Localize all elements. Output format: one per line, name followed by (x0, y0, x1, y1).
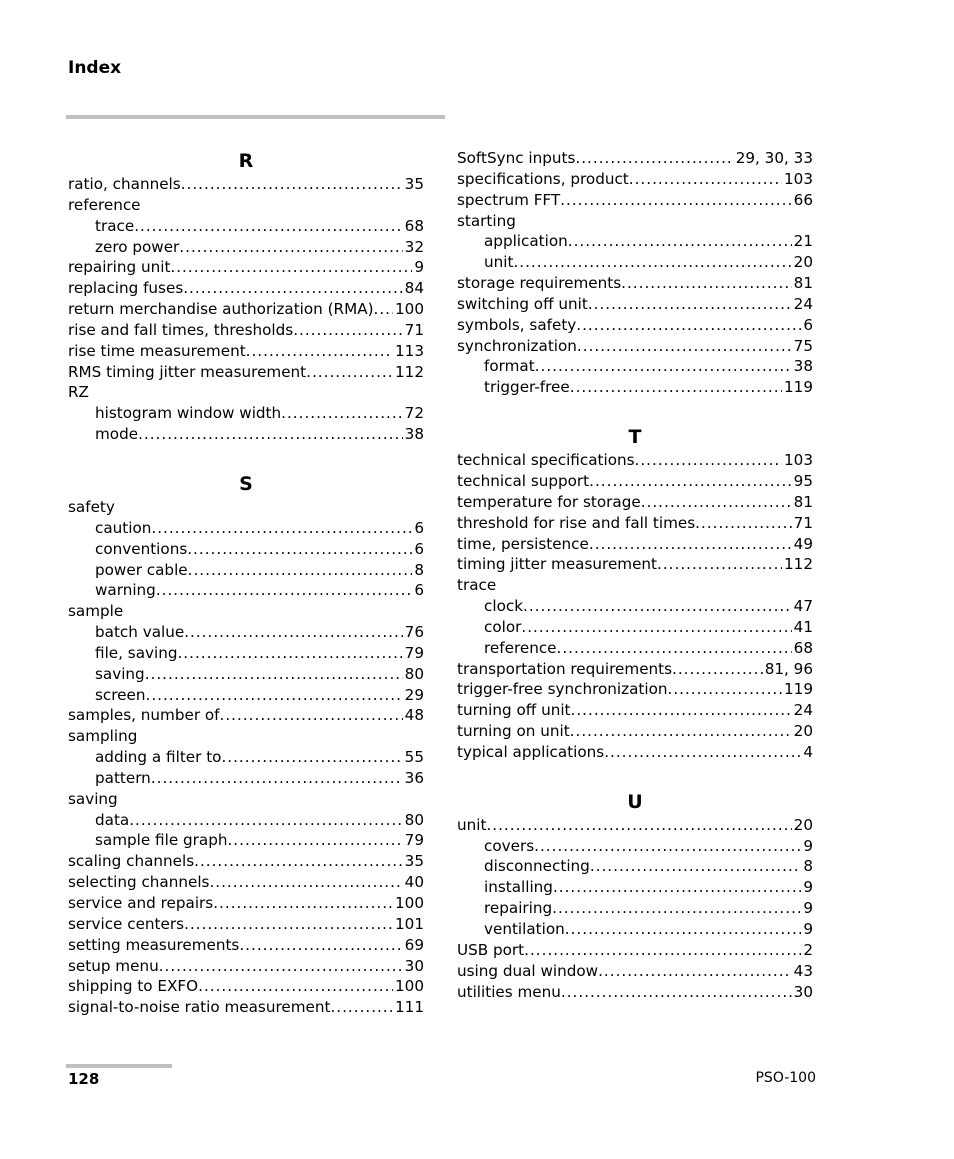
index-term: timing jitter measurement (457, 555, 658, 574)
index-term: trigger-free synchronization (457, 680, 668, 699)
index-subentry (68, 539, 424, 560)
dot-leader (560, 190, 791, 211)
index-entry (68, 257, 424, 278)
dot-leader (246, 341, 393, 362)
index-entry (68, 601, 424, 622)
index-term: temperature for storage (457, 492, 641, 511)
dot-leader (561, 982, 792, 1003)
index-entry (68, 976, 424, 997)
dot-leader (183, 278, 402, 299)
index-page-ref: 80 (404, 810, 424, 829)
dot-leader (695, 513, 792, 534)
dot-leader (151, 768, 403, 789)
index-subentry (68, 643, 424, 664)
dot-leader (146, 685, 403, 706)
index-entry (457, 961, 813, 982)
index-entry (68, 997, 424, 1018)
index-subentry (457, 898, 813, 919)
dot-leader (553, 877, 801, 898)
index-term: safety (68, 497, 115, 516)
index-subentry (457, 617, 813, 638)
index-term: service centers (68, 914, 185, 933)
index-subentry (68, 237, 424, 258)
index-entry (68, 174, 424, 195)
dot-leader (552, 898, 801, 919)
index-page-ref: 81 (793, 492, 813, 511)
dot-leader (588, 294, 792, 315)
index-page-ref: 21 (793, 232, 813, 251)
index-subentry (457, 596, 813, 617)
index-page-ref: 81, 96 (764, 659, 813, 678)
dot-leader (535, 356, 792, 377)
dot-leader (170, 257, 412, 278)
index-subentry (68, 403, 424, 424)
index-term: time, persistence (457, 534, 589, 553)
index-page-ref: 71 (793, 513, 813, 532)
index-term: return merchandise authorization (RMA) (68, 300, 374, 319)
dot-leader (521, 617, 791, 638)
index-term: warning (95, 581, 156, 600)
dot-leader (570, 377, 782, 398)
dot-leader (513, 252, 791, 273)
index-entry (68, 195, 424, 216)
dot-leader (635, 450, 782, 471)
index-entry (68, 299, 424, 320)
index-term: threshold for rise and fall times (457, 513, 696, 532)
index-term: sample file graph (95, 831, 228, 850)
index-entry (457, 211, 813, 232)
index-subentry (457, 231, 813, 252)
index-entry (457, 190, 813, 211)
index-page-ref: 9 (803, 836, 813, 855)
dot-leader (156, 580, 413, 601)
index-page-ref: 81 (793, 274, 813, 293)
index-entry (68, 851, 424, 872)
index-entry (457, 742, 813, 763)
document-id: PSO-100 (755, 1070, 816, 1086)
index-page-ref: 103 (784, 451, 813, 470)
index-page-ref: 72 (404, 404, 424, 423)
index-page-ref: 6 (414, 518, 424, 537)
index-term: saving (95, 664, 145, 683)
dot-leader (134, 216, 402, 237)
index-subentry (68, 424, 424, 445)
index-entry (68, 935, 424, 956)
index-term: technical support (457, 471, 590, 490)
index-term: trace (95, 216, 135, 235)
index-page-ref: 112 (395, 362, 424, 381)
index-page-ref: 24 (793, 294, 813, 313)
index-term: unit (484, 253, 514, 272)
index-term: file, saving (95, 643, 178, 662)
index-entry (457, 659, 813, 680)
index-subentry (457, 252, 813, 273)
index-entry (457, 148, 813, 169)
index-page-ref: 112 (784, 555, 813, 574)
index-term: batch value (95, 623, 185, 642)
index-term: rise time measurement (68, 341, 246, 360)
index-page-ref: 84 (404, 279, 424, 298)
index-entry (457, 721, 813, 742)
index-page-ref: 113 (395, 341, 424, 360)
index-term: storage requirements (457, 274, 622, 293)
index-entry (457, 471, 813, 492)
index-entry (68, 362, 424, 383)
index-entry (457, 336, 813, 357)
index-page-ref: 100 (395, 300, 424, 319)
dot-leader (598, 961, 792, 982)
dot-leader (129, 810, 402, 831)
index-subentry (68, 560, 424, 581)
dot-leader (524, 940, 801, 961)
dot-leader (589, 471, 792, 492)
index-term: typical applications (457, 742, 605, 761)
dot-leader (306, 362, 393, 383)
dot-leader (145, 664, 403, 685)
index-page-ref: 6 (414, 581, 424, 600)
dot-leader (184, 622, 402, 643)
index-term: using dual window (457, 961, 599, 980)
index-term: starting (457, 211, 516, 230)
index-page-ref: 79 (404, 643, 424, 662)
index-subentry (457, 356, 813, 377)
index-page-ref: 68 (404, 216, 424, 235)
index-entry (457, 315, 813, 336)
index-term: histogram window width (95, 404, 282, 423)
index-page-ref: 55 (404, 748, 424, 767)
index-section-letter: S (239, 472, 253, 495)
index-term: covers (484, 836, 535, 855)
index-subentry (68, 768, 424, 789)
section-spacer (68, 445, 424, 471)
dot-leader (194, 851, 403, 872)
index-term: installing (484, 878, 553, 897)
header-divider (66, 115, 445, 119)
dot-leader (523, 596, 792, 617)
index-term: selecting channels (68, 873, 210, 892)
index-subentry (68, 810, 424, 831)
section-spacer (457, 398, 813, 424)
index-page-ref: 9 (803, 878, 813, 897)
index-subentry (457, 377, 813, 398)
index-term: synchronization (457, 336, 577, 355)
dot-leader (374, 299, 393, 320)
index-entry (457, 169, 813, 190)
index-term: RZ (68, 383, 89, 402)
index-entry (457, 534, 813, 555)
index-page-ref: 40 (404, 873, 424, 892)
index-page-ref: 32 (404, 237, 424, 256)
dot-leader (220, 705, 403, 726)
dot-leader (657, 554, 782, 575)
index-entry (68, 789, 424, 810)
dot-leader (293, 320, 402, 341)
index-page-ref: 48 (404, 706, 424, 725)
index-page-ref: 111 (395, 998, 424, 1017)
index-section-letter: T (628, 426, 642, 449)
index-entry (457, 273, 813, 294)
dot-leader (575, 148, 733, 169)
index-term: repairing (484, 899, 553, 918)
index-page-ref: 119 (784, 378, 813, 397)
index-page-ref: 68 (793, 638, 813, 657)
index-page-ref: 29, 30, 33 (735, 149, 813, 167)
index-term: ratio, channels (68, 175, 181, 193)
index-page-ref: 79 (404, 831, 424, 850)
index-page-ref: 49 (793, 534, 813, 553)
dot-leader (570, 721, 792, 742)
index-term: conventions (95, 539, 188, 558)
dot-leader (590, 856, 802, 877)
index-term: reference (484, 638, 557, 657)
dot-leader (221, 747, 402, 768)
index-term: pattern (95, 768, 151, 787)
index-entry (457, 679, 813, 700)
index-page-ref: 71 (404, 320, 424, 339)
index-entry (457, 294, 813, 315)
index-term: rise and fall times, thresholds (68, 320, 294, 339)
index-term: application (484, 232, 568, 251)
index-page-ref: 103 (784, 169, 813, 188)
index-term: service and repairs (68, 894, 214, 912)
index-entry (68, 893, 424, 914)
index-term: signal-to-noise ratio measurement (68, 998, 331, 1017)
index-entry (68, 726, 424, 747)
dot-leader (565, 919, 802, 940)
dot-leader (672, 659, 763, 680)
index-entry (457, 513, 813, 534)
dot-leader (209, 872, 402, 893)
section-spacer (457, 763, 813, 789)
index-entry (68, 872, 424, 893)
dot-leader (151, 518, 412, 539)
dot-leader (576, 315, 801, 336)
index-page-ref: 6 (803, 315, 813, 334)
dot-leader (177, 643, 402, 664)
index-term: switching off unit (457, 294, 588, 313)
index-page-ref: 36 (404, 768, 424, 787)
index-term: symbols, safety (457, 315, 577, 334)
index-term: repairing unit (68, 258, 171, 277)
page-number: 128 (68, 1070, 100, 1088)
index-term: sample (68, 602, 124, 621)
index-page-ref: 20 (793, 253, 813, 272)
index-entry (457, 492, 813, 513)
dot-leader (557, 638, 792, 659)
index-term: clock (484, 597, 524, 616)
index-term: data (95, 810, 130, 829)
dot-leader (281, 403, 403, 424)
index-term: reference (68, 195, 141, 214)
index-term: transportation requirements (457, 659, 673, 678)
index-term: color (484, 617, 522, 636)
dot-leader (239, 935, 402, 956)
index-page-ref: 75 (793, 336, 813, 355)
dot-leader (184, 914, 393, 935)
index-term: setup menu (68, 956, 159, 975)
index-page-ref: 80 (404, 664, 424, 683)
index-subentry (68, 580, 424, 601)
index-term: caution (95, 518, 152, 537)
index-subentry (68, 518, 424, 539)
dot-leader (179, 237, 402, 258)
index-entry (68, 914, 424, 935)
index-term: power cable (95, 560, 188, 579)
dot-leader (188, 560, 413, 581)
index-column-left (68, 148, 424, 1018)
index-term: samples, number of (68, 706, 220, 725)
index-subentry (457, 836, 813, 857)
dot-leader (198, 976, 393, 997)
index-page-ref: 38 (404, 425, 424, 444)
index-page-ref: 30 (404, 956, 424, 975)
dot-leader (621, 273, 792, 294)
index-term: sampling (68, 727, 138, 746)
index-page-ref: 8 (414, 560, 424, 579)
index-term: ventilation (484, 920, 565, 938)
index-entry (68, 278, 424, 299)
index-term: specifications, product (457, 169, 629, 188)
index-term: turning off unit (457, 701, 571, 720)
index-entry (68, 382, 424, 403)
index-subentry (68, 622, 424, 643)
index-entry (457, 700, 813, 721)
dot-leader (568, 231, 792, 252)
dot-leader (187, 539, 412, 560)
index-page-ref: 100 (395, 977, 424, 996)
index-entry (68, 497, 424, 518)
index-page-ref: 43 (793, 961, 813, 980)
index-section-letter: R (238, 150, 254, 172)
index-term: technical specifications (457, 451, 635, 470)
index-entry (68, 341, 424, 362)
index-page-ref: 100 (395, 894, 424, 912)
index-term: trace (457, 576, 497, 595)
index-subentry (457, 877, 813, 898)
index-term: replacing fuses (68, 279, 184, 298)
index-entry (457, 575, 813, 596)
dot-leader (213, 893, 393, 914)
index-page-ref: 20 (793, 722, 813, 741)
index-term: adding a filter to (95, 748, 222, 767)
index-page-ref: 4 (803, 742, 813, 761)
index-term: screen (95, 685, 146, 704)
index-entry (457, 982, 813, 1003)
index-section-letter: U (627, 790, 643, 813)
dot-leader (181, 174, 403, 195)
index-page-ref: 9 (803, 920, 813, 938)
index-page-ref: 2 (803, 940, 813, 959)
dot-leader (486, 815, 791, 836)
index-page-ref: 6 (414, 539, 424, 558)
index-term: setting measurements (68, 935, 240, 954)
index-page-ref: 20 (793, 815, 813, 834)
index-term: turning on unit (457, 722, 570, 741)
dot-leader (668, 679, 783, 700)
dot-leader (138, 424, 403, 445)
index-page-ref: 9 (414, 258, 424, 277)
index-page-ref: 38 (793, 357, 813, 376)
index-column-right (457, 148, 813, 1002)
dot-leader (604, 742, 801, 763)
index-term: zero power (95, 237, 180, 256)
index-page-ref: 24 (793, 701, 813, 720)
index-entry (68, 320, 424, 341)
index-page-ref: 41 (793, 617, 813, 636)
dot-leader (589, 534, 792, 555)
index-term: trigger-free (484, 378, 570, 397)
index-subentry (457, 919, 813, 940)
index-term: utilities menu (457, 982, 561, 1001)
index-entry (457, 940, 813, 961)
index-subentry (68, 830, 424, 851)
dot-leader (641, 492, 792, 513)
index-page-ref: 29 (404, 685, 424, 704)
index-subentry (68, 747, 424, 768)
index-page-ref: 30 (793, 982, 813, 1001)
index-page-ref: 9 (803, 899, 813, 918)
index-term: scaling channels (68, 852, 195, 871)
index-term: USB port (457, 940, 525, 959)
index-term: disconnecting (484, 857, 590, 876)
index-term: format (484, 357, 535, 376)
index-subentry (68, 685, 424, 706)
index-entry (457, 554, 813, 575)
index-term: shipping to EXFO (68, 977, 199, 996)
index-entry (68, 956, 424, 977)
index-page-ref: 66 (793, 190, 813, 209)
dot-leader (629, 169, 782, 190)
index-page-ref: 8 (803, 857, 813, 876)
dot-leader (577, 336, 792, 357)
dot-leader (571, 700, 792, 721)
index-subentry (68, 664, 424, 685)
footer-divider (66, 1064, 172, 1068)
index-subentry (68, 216, 424, 237)
index-page-ref: 119 (784, 680, 813, 699)
index-term: unit (457, 815, 487, 834)
index-page-ref: 47 (793, 597, 813, 616)
index-term: SoftSync inputs (457, 149, 576, 167)
index-subentry (457, 856, 813, 877)
index-term: mode (95, 425, 139, 444)
page-header-title: Index (68, 58, 122, 78)
index-page-ref: 69 (404, 935, 424, 954)
index-term: saving (68, 789, 118, 808)
index-term: spectrum FFT (457, 190, 561, 209)
index-entry (457, 815, 813, 836)
index-page-ref: 35 (404, 175, 424, 193)
dot-leader (330, 997, 393, 1018)
index-term: RMS timing jitter measurement (68, 362, 307, 381)
index-entry (68, 705, 424, 726)
index-page-ref: 101 (395, 914, 424, 933)
dot-leader (534, 836, 801, 857)
index-page-ref: 76 (404, 623, 424, 642)
index-entry (457, 450, 813, 471)
dot-leader (227, 830, 402, 851)
index-page-ref: 35 (404, 852, 424, 871)
index-page-ref: 95 (793, 471, 813, 490)
dot-leader (159, 956, 403, 977)
index-subentry (457, 638, 813, 659)
